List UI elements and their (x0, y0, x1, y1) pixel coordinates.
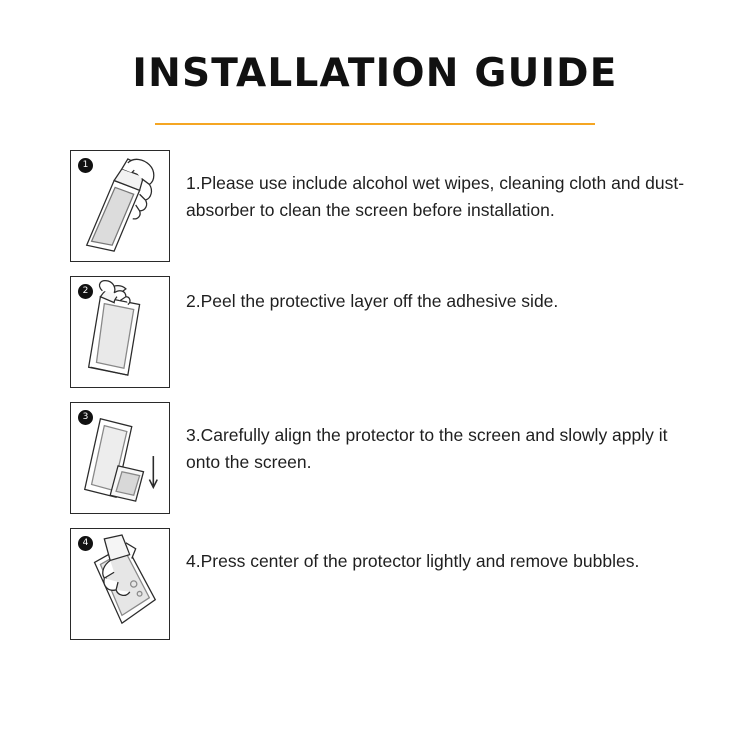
step-text: 4.Press center of the protector lightly and remove bubbles. (186, 551, 640, 571)
step-text: 1.Please use include alcohol wet wipes, cleaning cloth and dust-absorber to clean the screen before installation. (186, 173, 685, 221)
step-item (0, 276, 750, 388)
step-illustration-4 (70, 528, 170, 640)
step-number-badge: 2 (78, 284, 93, 299)
step-text: 3.Carefully align the protector to the screen and slowly apply it onto the screen. (186, 425, 668, 473)
page-title-container (0, 52, 750, 97)
steps-list (0, 150, 750, 654)
page-title: INSTALLATION GUIDE (132, 51, 618, 96)
step-text: 2.Peel the protective layer off the adhesive side. (186, 291, 559, 311)
step-item (0, 402, 750, 514)
step-illustration-3 (70, 402, 170, 514)
title-divider (155, 123, 595, 125)
step-item (0, 528, 750, 640)
step-number-badge: 4 (78, 536, 93, 551)
step-illustration-1 (70, 150, 170, 262)
step-illustration-2 (70, 276, 170, 388)
step-item (0, 150, 750, 262)
step-number-badge: 3 (78, 410, 93, 425)
step-number-badge: 1 (78, 158, 93, 173)
